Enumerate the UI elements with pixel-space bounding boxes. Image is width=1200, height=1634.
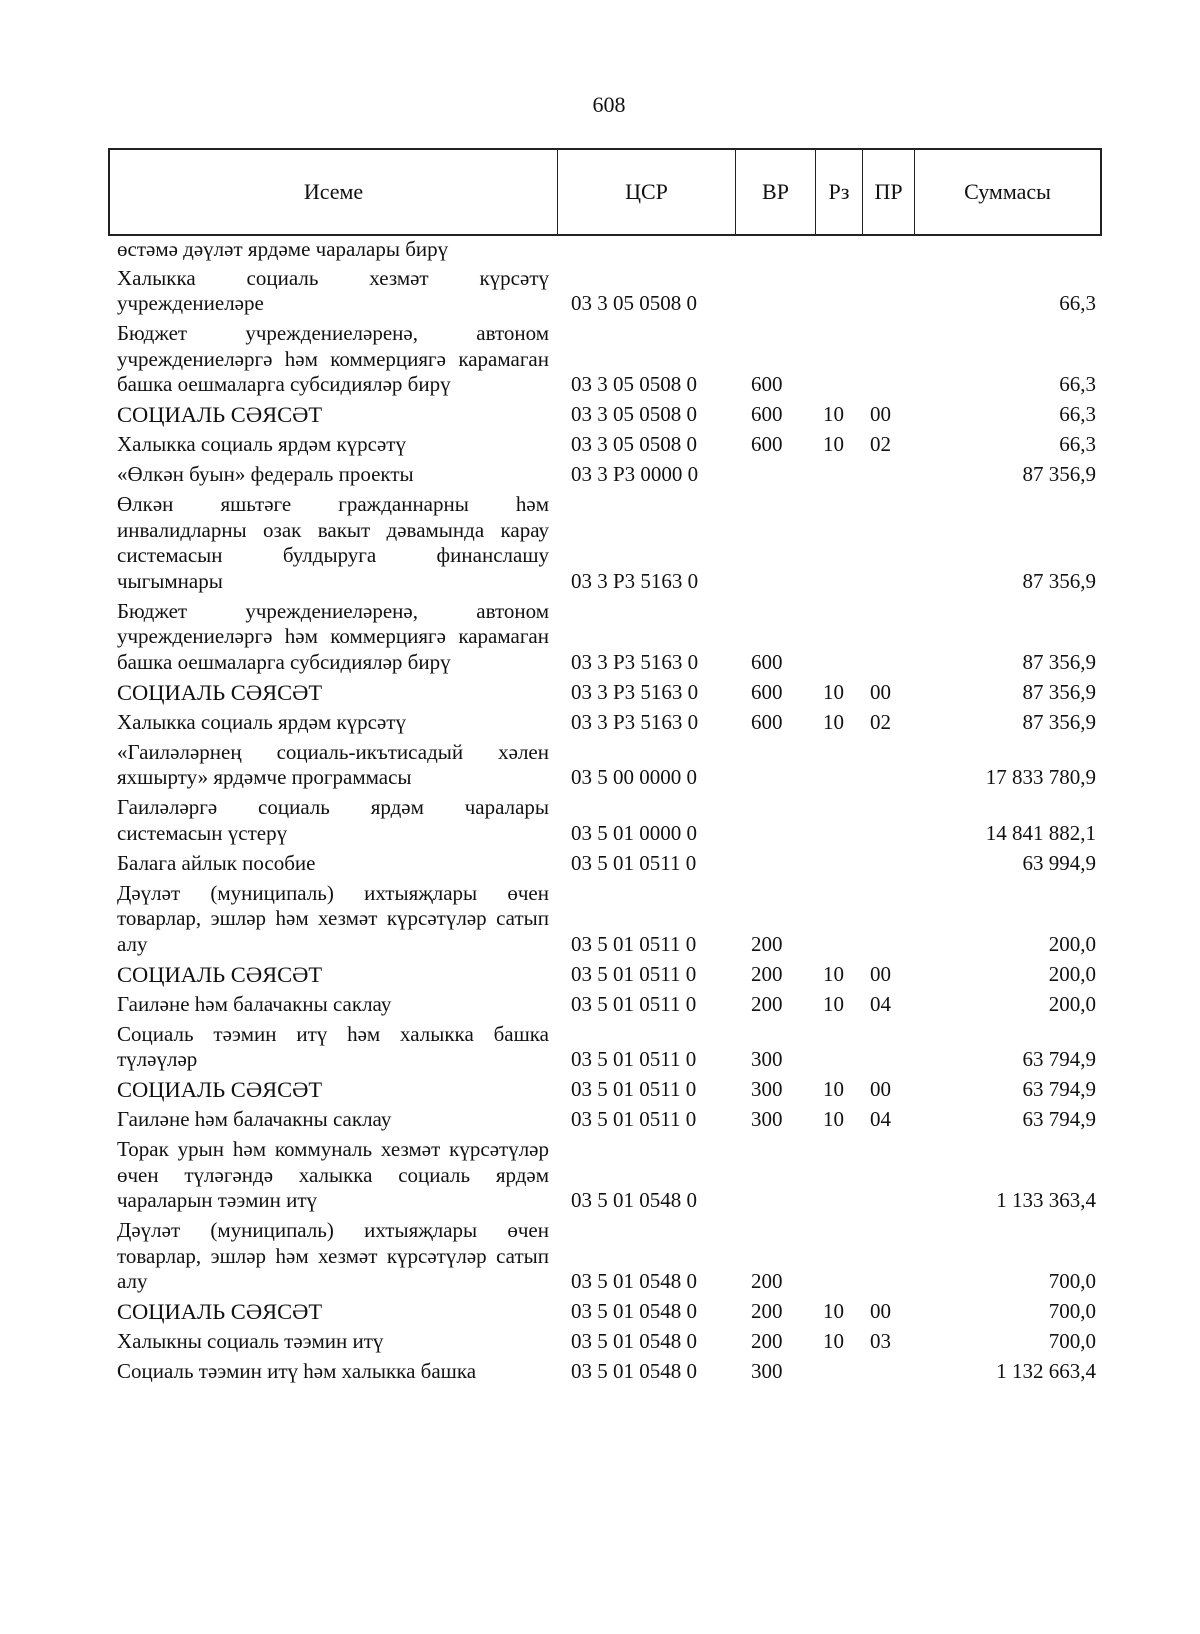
table-row bbox=[117, 1137, 1102, 1214]
row-pr: 00 bbox=[870, 402, 891, 426]
row-sum: 87 356,9 bbox=[1022, 462, 1096, 486]
row-name: Өлкән яшьтәге гражданнарны һәм инвалидларны озак вакыт дәвамында карау системасын булдыруга финанслашу чыгымнары bbox=[117, 492, 549, 593]
row-pr: 00 bbox=[870, 961, 891, 986]
table-row bbox=[117, 1077, 1102, 1103]
table-row bbox=[117, 492, 1102, 594]
table-row bbox=[117, 962, 1102, 988]
row-csr: 03 5 01 0511 0 bbox=[571, 931, 697, 956]
row-name: Халыкка социаль ярдәм күрсәтү bbox=[117, 432, 406, 456]
row-csr: 03 3 P3 5163 0 bbox=[571, 709, 699, 734]
row-sum: 66,3 bbox=[1059, 372, 1096, 396]
row-rz: 10 bbox=[823, 432, 844, 456]
row-csr: 03 5 01 0548 0 bbox=[571, 1188, 697, 1212]
row-sum: 66,3 bbox=[1059, 432, 1096, 456]
table-row bbox=[117, 1218, 1102, 1295]
table-row bbox=[117, 1359, 1102, 1385]
row-vr: 200 bbox=[751, 1329, 783, 1353]
row-vr: 600 bbox=[751, 709, 783, 734]
row-sum: 200,0 bbox=[1048, 991, 1096, 1016]
row-csr: 03 3 P3 0000 0 bbox=[571, 462, 699, 486]
row-vr: 200 bbox=[751, 1299, 783, 1323]
row-rz: 10 bbox=[823, 679, 844, 704]
row-csr: 03 3 P3 5163 0 bbox=[571, 568, 699, 593]
row-vr: 600 bbox=[751, 649, 783, 674]
table-row bbox=[117, 1329, 1102, 1355]
row-sum: 14 841 882,1 bbox=[985, 820, 1096, 845]
row-sum: 200,0 bbox=[1048, 931, 1096, 956]
table-row bbox=[117, 1107, 1102, 1133]
row-rz: 10 bbox=[823, 1077, 844, 1101]
table-row bbox=[117, 266, 1102, 317]
row-sum: 1 132 663,4 bbox=[996, 1359, 1096, 1383]
row-pr: 02 bbox=[870, 432, 891, 456]
row-name: Социаль тәэмин итү һәм халыкка башка түләүләр bbox=[117, 1021, 549, 1071]
table-row bbox=[117, 1022, 1102, 1073]
row-csr: 03 5 01 0511 0 bbox=[571, 1047, 697, 1071]
row-csr: 03 3 05 0508 0 bbox=[571, 402, 697, 426]
row-sum: 700,0 bbox=[1048, 1299, 1096, 1323]
row-rz: 10 bbox=[823, 991, 844, 1016]
table-row bbox=[117, 321, 1102, 398]
row-vr: 200 bbox=[751, 931, 783, 956]
row-name: Халыкны социаль тәэмин итү bbox=[117, 1329, 384, 1353]
row-vr: 300 bbox=[751, 1359, 783, 1383]
row-csr: 03 5 00 0000 0 bbox=[571, 765, 697, 789]
row-sum: 63 994,9 bbox=[1022, 850, 1096, 875]
row-sum: 87 356,9 bbox=[1022, 649, 1096, 674]
row-rz: 10 bbox=[823, 709, 844, 734]
row-sum: 200,0 bbox=[1048, 961, 1096, 986]
row-csr: 03 5 01 0548 0 bbox=[571, 1299, 697, 1323]
row-pr: 04 bbox=[870, 1107, 891, 1131]
row-vr: 200 bbox=[751, 1269, 783, 1293]
table-row bbox=[117, 599, 1102, 676]
header-vr: ВР bbox=[736, 150, 816, 234]
row-name: Халыкка социаль хезмәт күрсәтү учреждениеләре bbox=[117, 265, 549, 315]
table-row bbox=[117, 740, 1102, 791]
row-pr: 04 bbox=[870, 991, 891, 1016]
row-sum: 63 794,9 bbox=[1022, 1047, 1096, 1071]
row-name: Гаиләне һәм балачакны саклау bbox=[117, 991, 392, 1016]
table-row bbox=[117, 462, 1102, 488]
header-rz: Рз bbox=[816, 150, 863, 234]
row-vr: 200 bbox=[751, 961, 783, 986]
row-csr: 03 3 05 0508 0 bbox=[571, 372, 697, 396]
row-pr: 00 bbox=[870, 1299, 891, 1323]
row-csr: 03 3 05 0508 0 bbox=[571, 432, 697, 456]
page-number: 608 bbox=[592, 92, 626, 117]
table-row bbox=[117, 992, 1102, 1018]
row-name: СОЦИАЛЬ СӘЯСӘТ bbox=[117, 1299, 323, 1324]
row-vr: 600 bbox=[751, 372, 783, 396]
header-sum: Суммасы bbox=[964, 179, 1051, 204]
header-pr: ПР bbox=[863, 150, 915, 234]
table-header bbox=[108, 148, 1102, 236]
row-name: «Гаиләләрнең социаль-икътисадый хәлен яхшырту» ярдәмче программасы bbox=[117, 739, 549, 789]
row-sum: 87 356,9 bbox=[1022, 568, 1096, 593]
row-name: Гаиләләргә социаль ярдәм чаралары системасын үстерү bbox=[117, 795, 549, 845]
row-sum: 17 833 780,9 bbox=[985, 765, 1096, 789]
row-sum: 66,3 bbox=[1059, 291, 1096, 315]
row-name: Бюджет учреждениеләренә, автоном учреждениеләргә һәм коммерциягә карамаган башка оешмаларга субсидияләр бирү bbox=[117, 598, 549, 674]
row-vr: 300 bbox=[751, 1107, 783, 1131]
row-vr: 600 bbox=[751, 402, 783, 426]
row-csr: 03 5 01 0511 0 bbox=[571, 1077, 697, 1101]
row-csr: 03 5 01 0511 0 bbox=[571, 991, 697, 1016]
table-row bbox=[117, 795, 1102, 846]
row-sum: 63 794,9 bbox=[1022, 1107, 1096, 1131]
row-csr: 03 5 01 0548 0 bbox=[571, 1329, 697, 1353]
row-name: Балага айлык пособие bbox=[117, 850, 316, 875]
row-pr: 03 bbox=[870, 1329, 891, 1353]
row-name: Торак урын һәм коммуналь хезмәт күрсәтүләр өчен түләгәндә халыкка социаль ярдәм чараларын тәэмин итү bbox=[117, 1137, 549, 1212]
row-name: Гаиләне һәм балачакны саклау bbox=[117, 1107, 392, 1131]
row-sum: 700,0 bbox=[1048, 1269, 1096, 1293]
row-sum: 87 356,9 bbox=[1022, 709, 1096, 734]
header-name: Исеме bbox=[110, 150, 558, 234]
row-sum: 1 133 363,4 bbox=[996, 1188, 1096, 1212]
row-csr: 03 3 P3 5163 0 bbox=[571, 679, 699, 704]
row-csr: 03 5 01 0000 0 bbox=[571, 820, 697, 845]
row-rz: 10 bbox=[823, 1329, 844, 1353]
row-csr: 03 5 01 0511 0 bbox=[571, 961, 697, 986]
row-name: өстәмә дәүләт ярдәме чаралары бирү bbox=[117, 237, 449, 261]
row-csr: 03 5 01 0548 0 bbox=[571, 1269, 697, 1293]
row-vr: 600 bbox=[751, 432, 783, 456]
table-row bbox=[117, 237, 1102, 263]
row-pr: 00 bbox=[870, 679, 891, 704]
row-csr: 03 5 01 0511 0 bbox=[571, 1107, 697, 1131]
table-row bbox=[117, 432, 1102, 458]
row-rz: 10 bbox=[823, 1107, 844, 1131]
row-sum: 63 794,9 bbox=[1022, 1077, 1096, 1101]
row-name: Халыкка социаль ярдәм күрсәтү bbox=[117, 709, 406, 734]
row-csr: 03 3 05 0508 0 bbox=[571, 291, 697, 315]
row-csr: 03 5 01 0548 0 bbox=[571, 1359, 697, 1383]
row-sum: 87 356,9 bbox=[1022, 679, 1096, 704]
table-row bbox=[117, 402, 1102, 428]
row-vr: 300 bbox=[751, 1047, 783, 1071]
row-csr: 03 5 01 0511 0 bbox=[571, 850, 697, 875]
row-rz: 10 bbox=[823, 1299, 844, 1323]
header-csr: ЦСР bbox=[558, 150, 736, 234]
row-pr: 02 bbox=[870, 709, 891, 734]
row-sum: 66,3 bbox=[1059, 402, 1096, 426]
row-vr: 300 bbox=[751, 1077, 783, 1101]
row-sum: 700,0 bbox=[1048, 1329, 1096, 1353]
row-rz: 10 bbox=[823, 961, 844, 986]
row-name: СОЦИАЛЬ СӘЯСӘТ bbox=[117, 402, 323, 427]
row-csr: 03 3 P3 5163 0 bbox=[571, 649, 699, 674]
row-name: Дәүләт (муниципаль) ихтыяҗлары өчен товарлар, эшләр һәм хезмәт күрсәтүләр сатып алу bbox=[117, 1218, 549, 1293]
row-name: «Өлкән буын» федераль проекты bbox=[117, 462, 414, 486]
table-row bbox=[117, 710, 1102, 736]
table-row bbox=[117, 680, 1102, 706]
row-name: СОЦИАЛЬ СӘЯСӘТ bbox=[117, 1077, 323, 1102]
row-name: Бюджет учреждениеләренә, автоном учреждениеләргә һәм коммерциягә карамаган башка оешмаларга субсидияләр бирү bbox=[117, 321, 549, 396]
table-row bbox=[117, 881, 1102, 958]
table-row bbox=[117, 1299, 1102, 1325]
row-name: СОЦИАЛЬ СӘЯСӘТ bbox=[117, 961, 323, 987]
table-row bbox=[117, 851, 1102, 877]
row-name: СОЦИАЛЬ СӘЯСӘТ bbox=[117, 679, 323, 705]
row-pr: 00 bbox=[870, 1077, 891, 1101]
row-name: Дәүләт (муниципаль) ихтыяҗлары өчен товарлар, эшләр һәм хезмәт күрсәтүләр сатып алу bbox=[117, 880, 549, 956]
table-body bbox=[117, 237, 1102, 1389]
row-name: Социаль тәэмин итү һәм халыкка башка bbox=[117, 1359, 477, 1383]
row-rz: 10 bbox=[823, 402, 844, 426]
row-vr: 600 bbox=[751, 679, 783, 704]
row-vr: 200 bbox=[751, 991, 783, 1016]
